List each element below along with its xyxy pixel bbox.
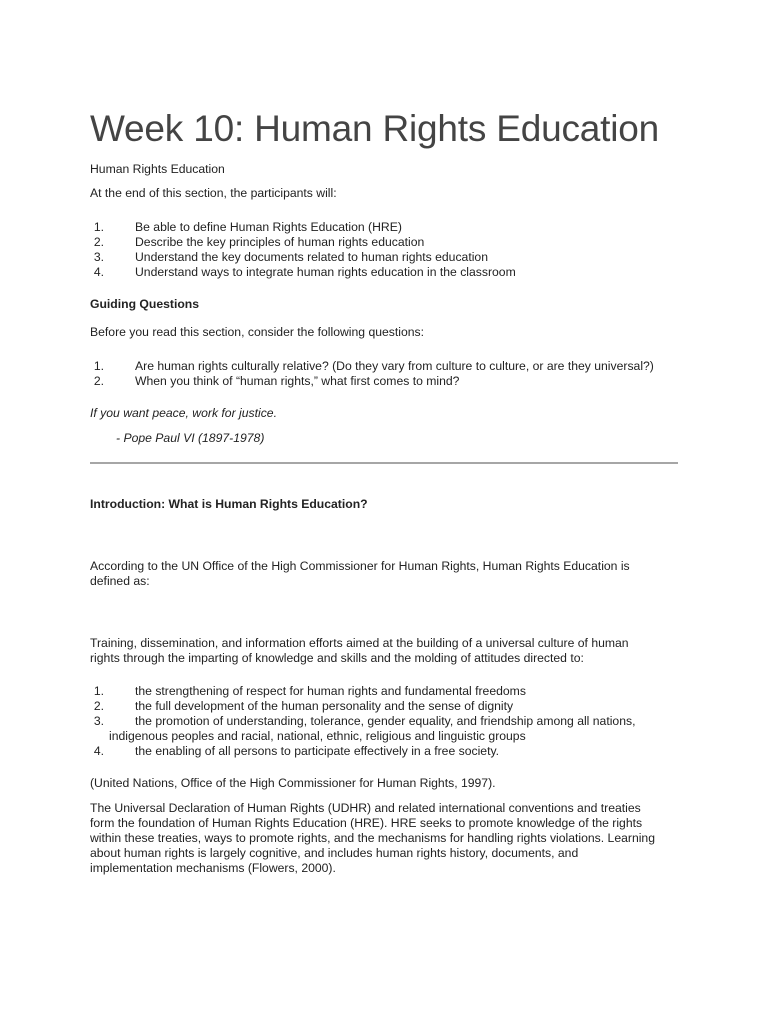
paragraph-line: form the foundation of Human Rights Education (HRE). HRE seeks to promote knowledge of the rights: [90, 816, 643, 830]
definition-list: [90, 684, 680, 759]
section-subtitle: Human Rights Education: [90, 162, 225, 176]
quote: If you want peace, work for justice.: [90, 406, 277, 420]
paragraph-line: defined as:: [90, 574, 150, 588]
list-number: 2.: [93, 235, 104, 249]
paragraph-line: about human rights is largely cognitive, and includes human rights history, documents, and: [90, 846, 579, 860]
list-number: 2.: [93, 374, 104, 388]
list-item: [90, 235, 680, 250]
list-number: 1.: [93, 684, 104, 698]
list-item: [90, 714, 680, 744]
list-text: When you think of “human rights,” what first comes to mind?: [135, 374, 460, 388]
citation: (United Nations, Office of the High Commissioner for Human Rights, 1997).: [90, 776, 496, 790]
list-text: Understand ways to integrate human rights education in the classroom: [135, 265, 516, 279]
paragraph-line: The Universal Declaration of Human Rights (UDHR) and related international conventions and treaties: [90, 801, 641, 815]
horizontal-divider: [90, 462, 678, 464]
list-number: 4.: [93, 265, 104, 279]
introduction-paragraph: [90, 559, 680, 589]
paragraph-line: implementation mechanisms (Flowers, 2000).: [90, 861, 336, 875]
list-text: Are human rights culturally relative? (Do they vary from culture to culture, or are they universal?): [135, 359, 654, 373]
paragraph-line: According to the UN Office of the High Commissioner for Human Rights, Human Rights Education is: [90, 559, 630, 573]
page-title: Week 10: Human Rights Education: [90, 108, 659, 149]
paragraph-line: rights through the imparting of knowledge and skills and the molding of attitudes directed to:: [90, 651, 584, 665]
list-number: 3.: [93, 250, 104, 264]
list-item: [90, 744, 680, 759]
list-text: the promotion of understanding, tolerance, gender equality, and friendship among all nations,: [135, 714, 636, 728]
guiding-questions-heading: Guiding Questions: [90, 297, 200, 311]
list-text: Understand the key documents related to human rights education: [135, 250, 488, 264]
list-text: Describe the key principles of human rights education: [135, 235, 425, 249]
definition-paragraph: [90, 636, 680, 666]
paragraph-line: Training, dissemination, and information efforts aimed at the building of a universal culture of human: [90, 636, 629, 650]
udhr-paragraph: [90, 801, 680, 876]
list-text-continuation: indigenous peoples and racial, national, ethnic, religious and linguistic groups: [109, 729, 526, 743]
list-item: [90, 250, 680, 265]
list-item: [90, 359, 680, 374]
introduction-heading: Introduction: What is Human Rights Education?: [90, 497, 368, 511]
list-number: 2.: [93, 699, 104, 713]
list-text: the strengthening of respect for human rights and fundamental freedoms: [135, 684, 526, 698]
list-item: [90, 684, 680, 699]
guiding-questions-intro: Before you read this section, consider the following questions:: [90, 325, 424, 339]
objectives-intro: At the end of this section, the participants will:: [90, 186, 337, 200]
paragraph-line: within these treaties, ways to promote rights, and the mechanisms for handling rights violations. Learning: [90, 831, 655, 845]
list-number: 1.: [93, 359, 104, 373]
list-item: [90, 265, 680, 280]
list-item: [90, 699, 680, 714]
list-text: Be able to define Human Rights Education (HRE): [135, 220, 402, 234]
list-text: the full development of the human personality and the sense of dignity: [135, 699, 514, 713]
guiding-questions-list: [90, 359, 680, 389]
objectives-list: [90, 220, 680, 280]
list-number: 3.: [93, 714, 104, 728]
list-text: the enabling of all persons to participate effectively in a free society.: [135, 744, 500, 758]
list-number: 1.: [93, 220, 104, 234]
list-number: 4.: [93, 744, 104, 758]
quote-attribution: - Pope Paul VI (1897-1978): [116, 431, 265, 445]
list-item: [90, 220, 680, 235]
list-item: [90, 374, 680, 389]
